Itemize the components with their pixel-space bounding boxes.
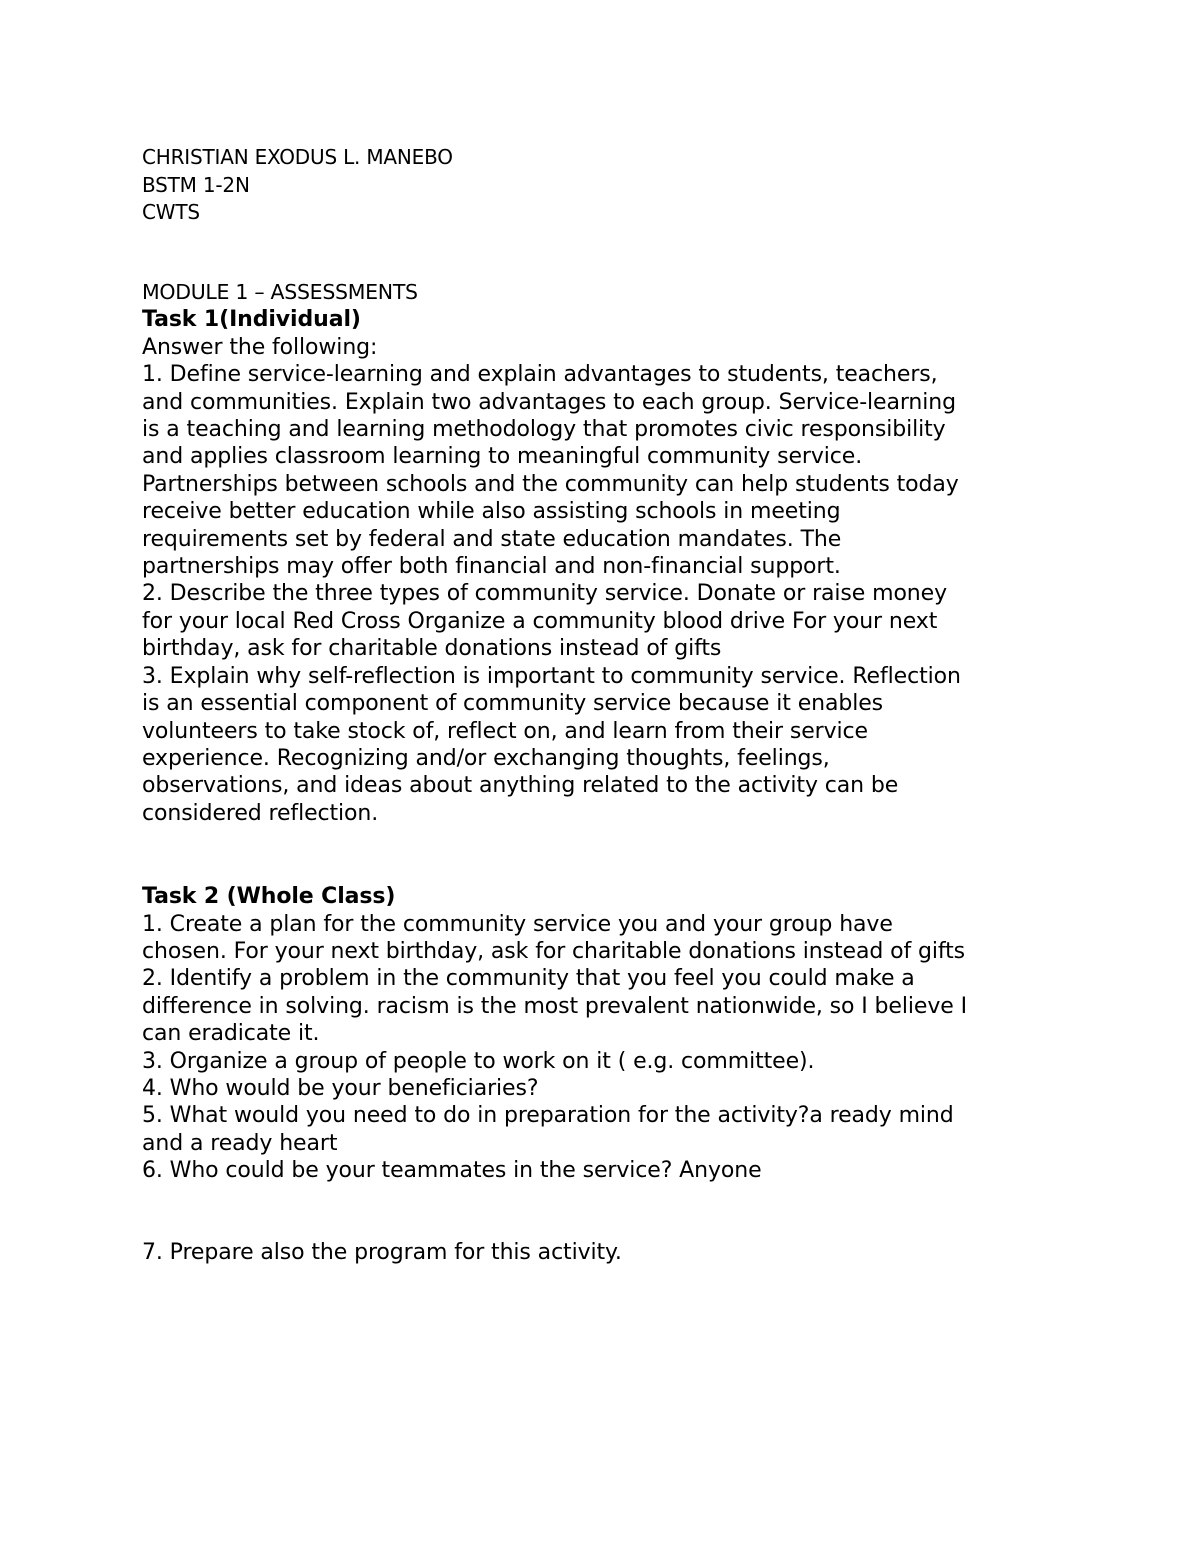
- task1-line: 2. Describe the three types of community service. Donate or raise money: [142, 581, 947, 607]
- task2-line: 4. Who would be your beneficiaries?: [142, 1075, 539, 1101]
- task1-line: experience. Recognizing and/or exchanging thoughts, feelings,: [142, 745, 830, 771]
- task2-heading: Task 2 (Whole Class): [142, 884, 396, 910]
- task1-line: 1. Define service-learning and explain advantages to students, teachers,: [142, 362, 938, 388]
- task1-line: partnerships may offer both financial and non-financial support.: [142, 554, 841, 580]
- task2-line: difference in solving. racism is the most prevalent nationwide, so I believe I: [142, 993, 967, 1019]
- task2-line: 6. Who could be your teammates in the service? Anyone: [142, 1158, 762, 1184]
- task2-line: and a ready heart: [142, 1130, 338, 1156]
- task2-final-line: 7. Prepare also the program for this activity.: [142, 1239, 622, 1265]
- student-header: [142, 144, 453, 227]
- task2-content: [142, 911, 1072, 1185]
- document-body: [142, 279, 1072, 1266]
- task2-line: 5. What would you need to do in preparation for the activity?a ready mind: [142, 1103, 954, 1129]
- course-name: CWTS: [142, 200, 200, 224]
- task1-heading: Task 1(Individual): [142, 307, 361, 333]
- paragraph-spacer: [142, 827, 1072, 883]
- task1-line: observations, and ideas about anything related to the activity can be: [142, 773, 899, 799]
- task2-line: chosen. For your next birthday, ask for charitable donations instead of gifts: [142, 938, 966, 964]
- student-name: CHRISTIAN EXODUS L. MANEBO: [142, 145, 453, 169]
- task1-line: and applies classroom learning to meaningful community service.: [142, 444, 863, 470]
- task2-line: 2. Identify a problem in the community that you feel you could make a: [142, 966, 915, 992]
- task2-line: 1. Create a plan for the community service you and your group have: [142, 911, 893, 937]
- task1-line: volunteers to take stock of, reflect on, and learn from their service: [142, 718, 868, 744]
- task1-line: birthday, ask for charitable donations instead of gifts: [142, 636, 722, 662]
- task1-line: considered reflection.: [142, 800, 379, 826]
- task1-line: for your local Red Cross Organize a community blood drive For your next: [142, 608, 938, 634]
- task1-line: receive better education while also assisting schools in meeting: [142, 499, 841, 525]
- task1-line: is an essential component of community service because it enables: [142, 691, 884, 717]
- module-title: MODULE 1 – ASSESSMENTS: [142, 280, 418, 304]
- task2-line: can eradicate it.: [142, 1021, 320, 1047]
- paragraph-spacer: [142, 1185, 1072, 1239]
- task1-line: requirements set by federal and state education mandates. The: [142, 526, 842, 552]
- task1-line: is a teaching and learning methodology that promotes civic responsibility: [142, 417, 946, 443]
- task1-line: Answer the following:: [142, 334, 378, 360]
- task2-line: 3. Organize a group of people to work on it ( e.g. committee).: [142, 1048, 815, 1074]
- student-section: BSTM 1-2N: [142, 172, 250, 197]
- task1-content: [142, 334, 1072, 827]
- task1-line: 3. Explain why self-reflection is important to community service. Reflection: [142, 663, 961, 689]
- task1-line: and communities. Explain two advantages to each group. Service-learning: [142, 389, 956, 415]
- task1-line: Partnerships between schools and the community can help students today: [142, 471, 959, 497]
